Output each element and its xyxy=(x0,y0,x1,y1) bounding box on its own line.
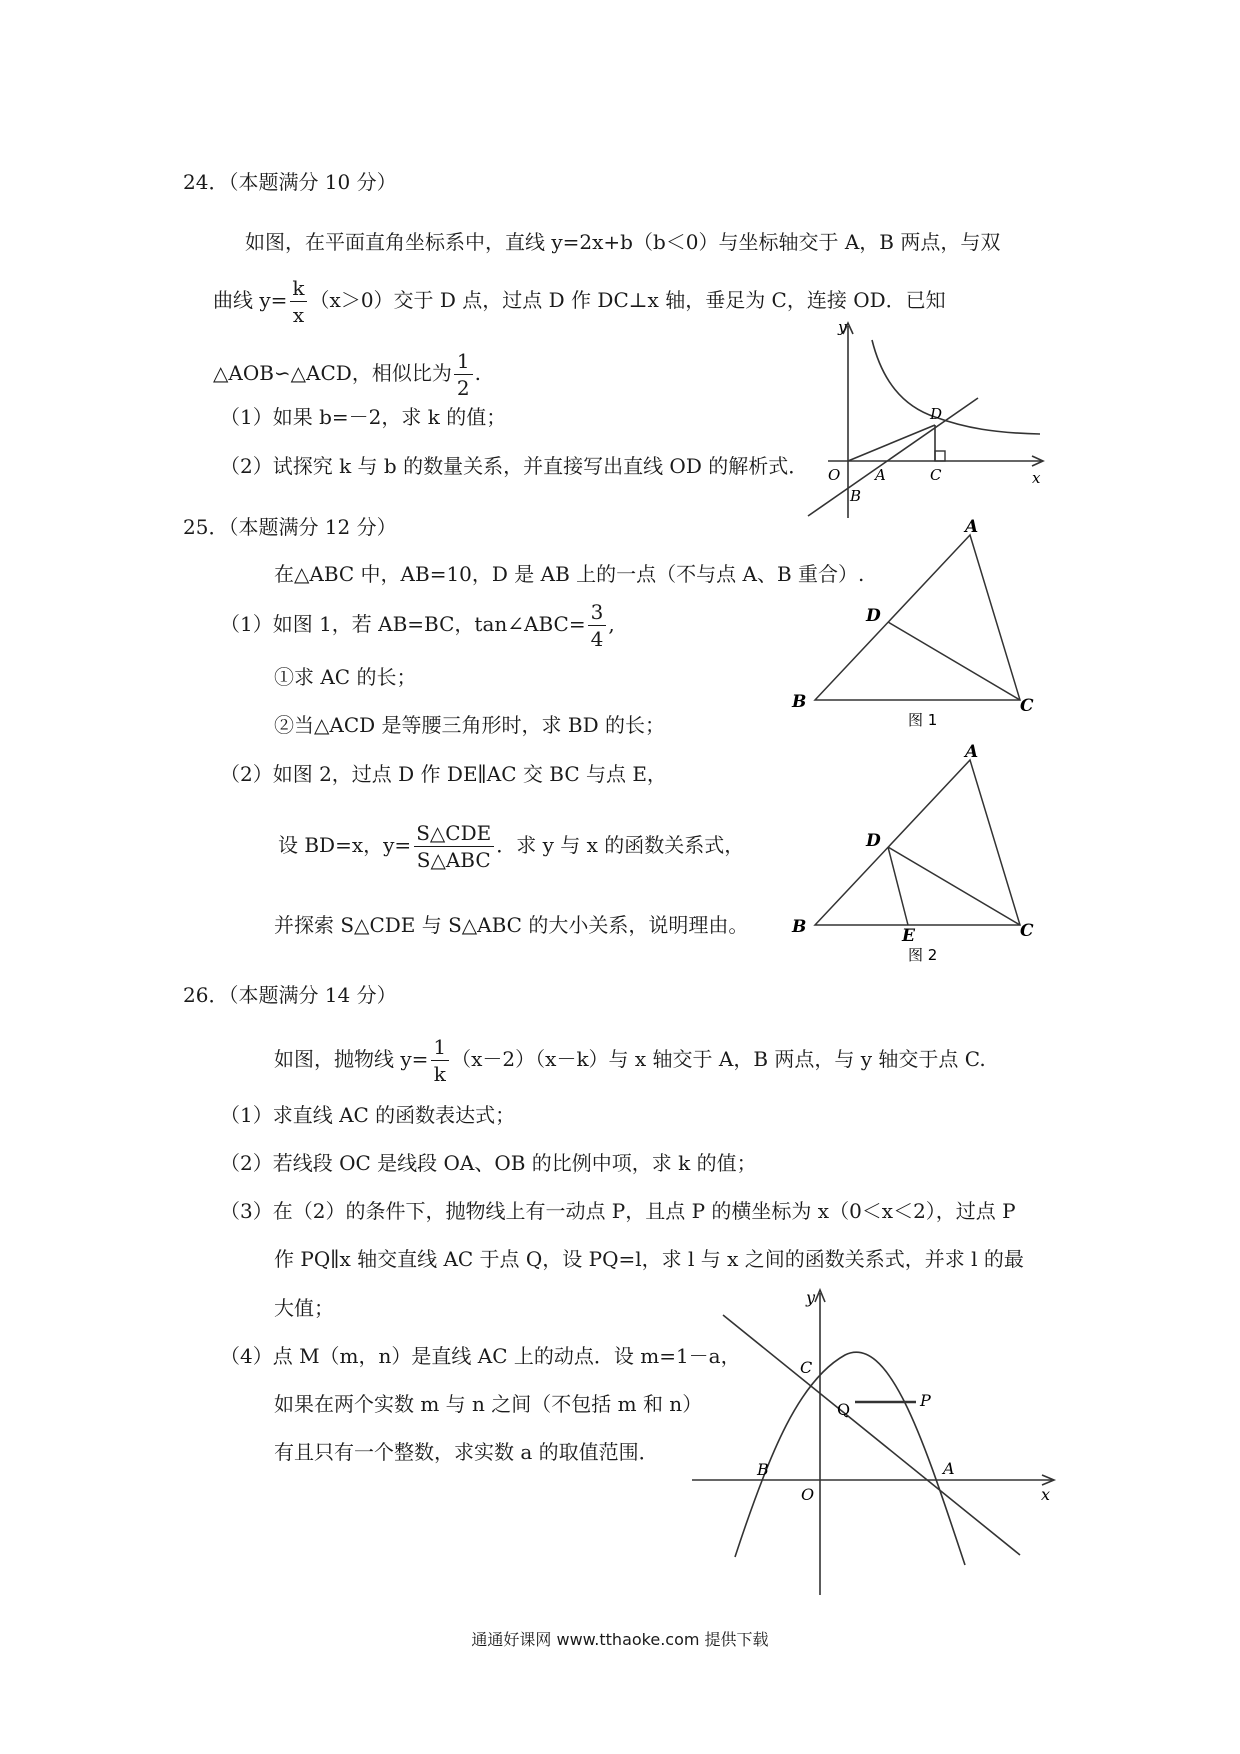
fraction-numerator: 1 xyxy=(456,349,470,373)
q25-part2-line2 xyxy=(278,823,744,870)
q25-line1: 在△ABC 中，AB=10，D 是 AB 上的一点（不与点 A、B 重合）. xyxy=(274,562,865,586)
segment-de xyxy=(888,847,908,925)
segment-od xyxy=(848,425,935,461)
label-b: B xyxy=(757,1460,769,1479)
q24-line2-pre: 曲线 y= xyxy=(213,288,288,312)
label-a: A xyxy=(943,1459,955,1478)
q26-part4-line3: 有且只有一个整数，求实数 a 的取值范围． xyxy=(274,1440,659,1464)
q24-heading: 24．（本题满分 10 分） xyxy=(183,170,397,194)
label-d: D xyxy=(866,831,881,851)
label-d: D xyxy=(930,405,943,423)
q26-heading: 26．（本题满分 14 分） xyxy=(183,983,397,1007)
q25-part1 xyxy=(220,602,615,649)
q26-line1-pre: 如图，抛物线 y= xyxy=(274,1047,429,1071)
fraction-denominator: x xyxy=(290,301,307,325)
q24-fraction-k-over-x xyxy=(289,278,307,325)
label-e: E xyxy=(902,926,915,946)
q25-part2: （2）如图 2，过点 D 作 DE∥AC 交 BC 与点 E， xyxy=(220,762,667,786)
figure1-caption: 图 1 xyxy=(908,711,938,729)
q24-fraction-one-half xyxy=(454,351,473,398)
label-c: C xyxy=(800,1358,813,1377)
q26-figure xyxy=(680,1285,1060,1600)
triangle-abc xyxy=(815,760,1020,925)
q25-heading: 25．（本题满分 12 分） xyxy=(183,515,397,539)
q24-line1: 如图，在平面直角坐标系中，直线 y=2x+b（b＜0）与坐标轴交于 A，B 两点，与双 xyxy=(245,230,1001,254)
q25-fraction-area-ratio xyxy=(413,823,494,870)
label-o: O xyxy=(828,466,841,484)
q25-part2-line3: 并探索 S△CDE 与 S△ABC 的大小关系，说明理由。 xyxy=(274,913,749,937)
q25-part1-pre: （1）如图 1，若 AB=BC，tan∠ABC= xyxy=(220,612,586,636)
q26-part3-line2: 作 PQ∥x 轴交直线 AC 于点 Q，设 PQ=l，求 l 与 x 之间的函数关系式，并求 l 的最 xyxy=(274,1247,1024,1271)
q25-sub2: ②当△ACD 是等腰三角形时，求 BD 的长； xyxy=(274,713,665,737)
q24-line2-post: （x＞0）交于 D 点，过点 D 作 DC⊥x 轴，垂足为 C，连接 OD．已知 xyxy=(309,288,946,312)
label-y: y xyxy=(806,1288,816,1307)
q25-sub1: ①求 AC 的长； xyxy=(274,665,417,689)
q26-fraction-one-over-k xyxy=(430,1037,449,1084)
footer-note: 通通好课网 www.tthaoke.com 提供下载 xyxy=(471,1630,769,1649)
fraction-denominator: k xyxy=(431,1060,449,1084)
q24-figure xyxy=(800,318,1050,524)
label-c: C xyxy=(1020,921,1034,941)
q26-line1-post: （x－2）（x－k）与 x 轴交于 A，B 两点，与 y 轴交于点 C. xyxy=(451,1047,986,1071)
q24-line3-post: . xyxy=(474,361,481,385)
label-y: y xyxy=(838,318,847,336)
line-ac xyxy=(723,1315,1020,1555)
label-d: D xyxy=(866,606,881,626)
fraction-numerator: 3 xyxy=(590,600,604,624)
q25-part1-post: , xyxy=(608,612,615,636)
fraction-numerator: S△CDE xyxy=(416,821,492,845)
q26-part3-line3: 大值； xyxy=(274,1296,334,1320)
fraction-denominator: 2 xyxy=(454,374,473,398)
q26-line1 xyxy=(274,1037,986,1084)
label-b: B xyxy=(850,487,862,505)
label-a: A xyxy=(965,517,979,537)
q25-figure2 xyxy=(780,740,1050,965)
q25-part2-line2-pre: 设 BD=x，y= xyxy=(278,833,412,857)
label-c: C xyxy=(930,466,942,484)
label-a: A xyxy=(965,742,979,762)
label-b: B xyxy=(792,692,807,712)
label-b: B xyxy=(792,917,807,937)
triangle-abc xyxy=(815,535,1020,700)
q25-figure1 xyxy=(780,515,1050,730)
q24-line3-pre: △AOB∽△ACD，相似比为 xyxy=(213,361,452,385)
fraction-numerator: 1 xyxy=(433,1035,447,1059)
label-a: A xyxy=(875,466,886,484)
fraction-denominator: 4 xyxy=(588,625,607,649)
label-q: Q xyxy=(837,1400,851,1419)
hyperbola-curve xyxy=(872,340,1040,434)
q26-part2: （2）若线段 OC 是线段 OA、OB 的比例中项，求 k 的值； xyxy=(220,1151,757,1175)
label-x: x xyxy=(1041,1485,1051,1504)
q25-fraction-three-fourths xyxy=(588,602,607,649)
q26-part1: （1）求直线 AC 的函数表达式； xyxy=(220,1103,516,1127)
q25-part2-line2-post: ．求 y 与 x 的函数关系式， xyxy=(496,833,745,857)
line-ab xyxy=(808,398,978,516)
q24-line3 xyxy=(213,351,481,398)
q24-part2: （2）试探究 k 与 b 的数量关系，并直接写出直线 OD 的解析式． xyxy=(220,454,809,478)
right-angle-mark xyxy=(935,451,945,461)
fraction-denominator: S△ABC xyxy=(414,846,494,870)
label-o: O xyxy=(801,1485,815,1504)
label-c: C xyxy=(1020,696,1034,716)
fraction-numerator: k xyxy=(292,276,305,300)
parabola-curve xyxy=(735,1352,965,1565)
label-x: x xyxy=(1032,469,1041,487)
figure2-caption: 图 2 xyxy=(908,946,938,964)
q26-part4-line2: 如果在两个实数 m 与 n 之间（不包括 m 和 n） xyxy=(274,1392,703,1416)
q26-part4-line1: （4）点 M（m，n）是直线 AC 上的动点．设 m=1－a， xyxy=(220,1344,741,1368)
label-p: P xyxy=(920,1391,931,1410)
q26-part3-line1: （3）在（2）的条件下，抛物线上有一动点 P，且点 P 的横坐标为 x（0＜x＜2），过点 P xyxy=(220,1199,1016,1223)
q24-part1: （1）如果 b=－2，求 k 的值； xyxy=(220,405,507,429)
